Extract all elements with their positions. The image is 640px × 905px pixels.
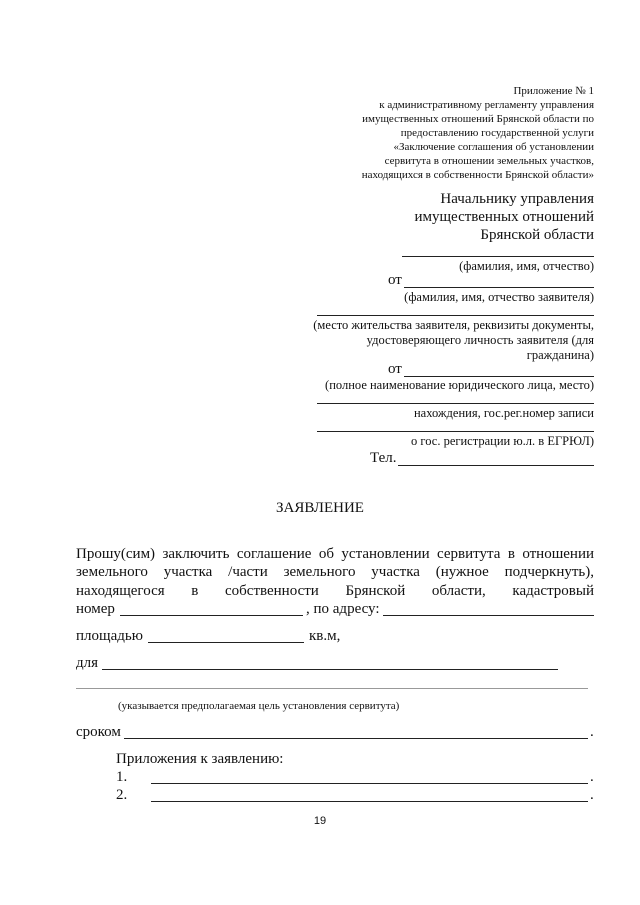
term-label: сроком xyxy=(76,724,121,740)
address-field[interactable] xyxy=(383,615,594,616)
attachments-title: Приложения к заявлению: xyxy=(116,751,284,767)
from-label-2: от xyxy=(388,361,402,377)
hint-name: (фамилия, имя, отчество) xyxy=(459,259,594,273)
addressee-line: Брянской области xyxy=(480,227,594,243)
registration-field-line[interactable] xyxy=(317,431,594,432)
appendix-line: Приложение № 1 xyxy=(513,85,594,97)
hint-applicant: (фамилия, имя, отчество заявителя) xyxy=(404,290,594,304)
appendix-line: имущественных отношений Брянской области по xyxy=(362,113,594,125)
attachment-field[interactable] xyxy=(151,783,588,784)
area-field[interactable] xyxy=(148,642,304,643)
statement-line: находящегося в собственности Брянской области, кадастровый xyxy=(76,583,594,599)
area-label: площадью xyxy=(76,628,143,644)
statement-line: Прошу(сим) заключить соглашение об установлении сервитута в отношении xyxy=(76,546,594,562)
purpose-field-continued[interactable] xyxy=(76,688,588,689)
number-label: номер xyxy=(76,601,115,617)
applicant-field-line[interactable] xyxy=(404,287,594,288)
appendix-line: сервитута в отношении земельных участков, xyxy=(384,155,594,167)
cadastral-number-field[interactable] xyxy=(120,615,303,616)
purpose-hint: (указывается предполагаемая цель установления сервитута) xyxy=(118,700,400,712)
appendix-line: предоставлению государственной услуги xyxy=(400,127,594,139)
term-field[interactable] xyxy=(124,738,588,739)
from-label: от xyxy=(388,272,402,288)
statement-line: земельного участка /части земельного участка (нужное подчеркнуть), xyxy=(76,564,594,580)
statement-title: ЗАЯВЛЕНИЕ xyxy=(276,500,364,516)
attachment-number: 2. xyxy=(116,787,128,803)
residence-field-line[interactable] xyxy=(317,315,594,316)
name-field-line[interactable] xyxy=(402,256,594,257)
attachment-end: . xyxy=(590,769,594,785)
phone-label: Тел. xyxy=(370,450,397,466)
appendix-line: находящихся в собственности Брянской области» xyxy=(361,169,594,181)
attachment-number: 1. xyxy=(116,769,128,785)
hint-residence: удостоверяющего личность заявителя (для xyxy=(366,333,594,347)
for-label: для xyxy=(76,655,99,671)
attachment-field[interactable] xyxy=(151,801,588,802)
area-unit: кв.м, xyxy=(309,628,341,644)
location-field-line[interactable] xyxy=(317,403,594,404)
page-number: 19 xyxy=(313,815,327,827)
addressee-line: Начальнику управления xyxy=(440,191,594,207)
hint-location: нахождения, гос.рег.номер записи xyxy=(413,406,594,420)
phone-field-line[interactable] xyxy=(398,465,594,466)
purpose-field[interactable] xyxy=(102,669,558,670)
hint-residence: гражданина) xyxy=(526,348,594,362)
term-end: . xyxy=(590,724,594,740)
attachment-end: . xyxy=(590,787,594,803)
addressee-line: имущественных отношений xyxy=(414,209,594,225)
hint-residence: (место жительства заявителя, реквизиты документы, xyxy=(313,318,594,332)
hint-legal: (полное наименование юридического лица, место) xyxy=(325,378,594,392)
appendix-line: «Заключение соглашения об установлении xyxy=(393,141,594,153)
legal-field-line[interactable] xyxy=(404,376,594,377)
hint-registration: о гос. регистрации ю.л. в ЕГРЮЛ) xyxy=(411,434,594,448)
address-label: , по адресу: xyxy=(306,601,380,617)
appendix-line: к административному регламенту управления xyxy=(379,99,594,111)
